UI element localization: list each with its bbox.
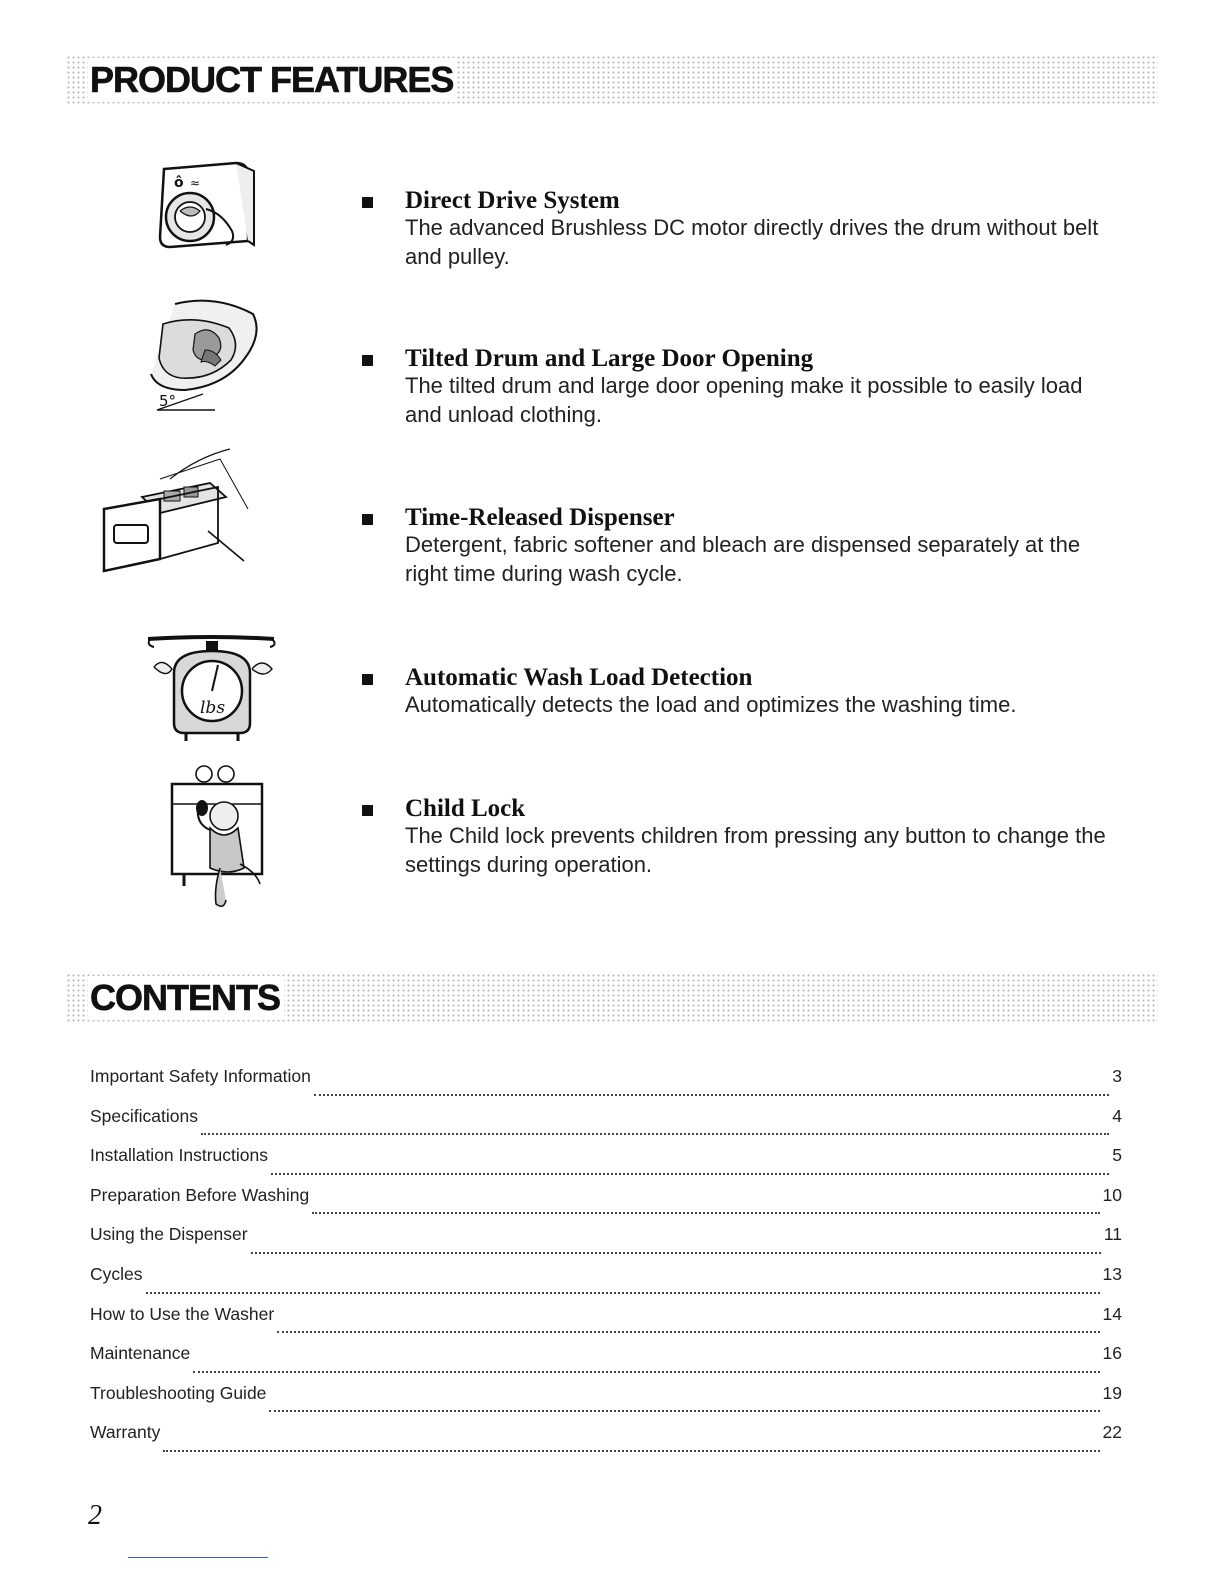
toc-leader-dots [193,1371,1099,1373]
feature-bullet [362,674,373,685]
toc-label: Important Safety Information [90,1066,311,1086]
footer-rule [128,1557,268,1558]
toc-entry [90,1264,1122,1304]
toc-entry [90,1304,1122,1344]
toc-page: 10 [1102,1184,1122,1205]
toc-leader-dots [201,1133,1109,1135]
toc-entry [90,1185,1122,1225]
toc-leader-dots [312,1212,1099,1214]
product-features-band [66,55,1158,105]
toc-leader-dots [277,1331,1099,1333]
feature-bullet [362,514,373,525]
toc-page: 22 [1102,1422,1122,1443]
feature-title: Automatic Wash Load Detection [405,664,753,691]
contents-heading: CONTENTS [88,976,284,1020]
feature-description: The Child lock prevents children from pressing any button to change the settings during operation. [405,823,1106,877]
toc-label: Troubleshooting Guide [90,1382,267,1403]
toc-label: Specifications [90,1105,198,1126]
toc-label: Preparation Before Washing [90,1184,310,1205]
product-features-heading: PRODUCT FEATURES [88,58,457,102]
toc-page: 5 [1112,1145,1122,1166]
toc-entry [90,1224,1122,1264]
contents-band [66,973,1158,1023]
feature-bullet [362,197,373,208]
feature-title: Child Lock [405,795,526,822]
toc-page: 11 [1103,1224,1122,1245]
toc-label: Installation Instructions [90,1145,269,1166]
toc-entry [90,1343,1122,1383]
toc-leader-dots [163,1450,1099,1452]
feature-bullet [362,355,373,366]
toc-leader-dots [251,1252,1101,1254]
toc-page: 3 [1112,1066,1122,1086]
toc-entry [90,1106,1122,1146]
toc-entry [90,1145,1122,1185]
toc-entry [90,1383,1122,1423]
page-number: 2 [88,1500,102,1531]
feature-description: The advanced Brushless DC motor directly drives the drum without belt and pulley. [405,215,1099,269]
feature-description: Detergent, fabric softener and bleach are dispensed separately at the right time during wash cycle. [405,532,1081,586]
angle-label: 5° [159,392,177,410]
dispenser-drawer-icon [98,439,248,589]
table-of-contents [90,1066,1122,1462]
washer-drum-icon [150,161,260,256]
toc-page: 16 [1102,1343,1122,1364]
svg-text:≈: ≈ [190,176,201,190]
toc-label: Maintenance [90,1343,191,1364]
feature-description: The tilted drum and large door opening make it possible to easily load and unload clothing. [405,373,1083,427]
feature-title: Time-Released Dispenser [405,504,675,531]
child-lock-icon [164,764,274,924]
toc-label: Warranty [90,1422,161,1443]
toc-entry [90,1422,1122,1462]
toc-leader-dots [146,1292,1100,1294]
toc-entry [90,1066,1122,1106]
toc-leader-dots [271,1173,1109,1175]
toc-page: 19 [1102,1382,1122,1403]
feature-description: Automatically detects the load and optimizes the washing time. [405,692,1017,717]
feature-bullet [362,805,373,816]
toc-page: 14 [1102,1303,1122,1324]
toc-page: 13 [1102,1263,1122,1284]
toc-page: 4 [1112,1105,1122,1126]
tilted-drum-icon [145,294,265,414]
toc-label: How to Use the Washer [90,1303,275,1324]
toc-leader-dots [269,1410,1099,1412]
feature-title: Direct Drive System [405,187,620,214]
toc-leader-dots [314,1094,1109,1096]
feature-title: Tilted Drum and Large Door Opening [405,345,814,372]
scale-label: lbs [200,698,226,718]
svg-text:ô: ô [174,175,184,191]
toc-label: Cycles [90,1263,143,1284]
scale-icon [146,633,296,743]
toc-label: Using the Dispenser [90,1224,248,1245]
